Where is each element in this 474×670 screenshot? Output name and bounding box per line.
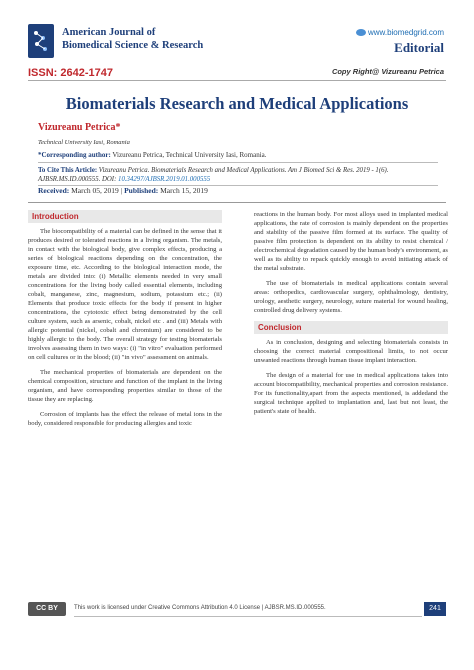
license-text: This work is licensed under Creative Commons Attribution 4.0 License | AJBSR.MS.ID.000555. [74,605,326,611]
corresponding-author [38,151,267,159]
paragraph: The biocompatibility of a material can be defined in the sense that it produces desired or tolerated reactions in a living organism. The metals, in contact with the biological body, give complex effects, producing a series of biological reactions depending on the concentration, the exposure time, etc. According to the biological interaction mode, the metals are divided into: (i) Metallic elements needed in very small concentrations for the living body called essential elements, including cobalt, manganese, zinc, magnesium, sodium, potassium etc.; (ii) Elements that produce toxic effects for the body if present in higher concentrations, the cytotoxic effect being demonstrated by the cell culture system, such as arsenic, cobalt, nickel etc . and (iii) Metals with allergic potential (nickel, cobalt and chromium) are considered to be highly allergic to the body. The overall strategy for testing biomaterials involves assessing them in two ways: (i) "in vitro" evaluation performed on cell cultures or in the blood; (ii) "in vivo" assessment on animals. [28,228,222,361]
article-type: Editorial [394,40,444,55]
citation [38,166,438,184]
journal-logo [28,24,54,58]
website-text: www.biomedgrid.com [367,28,444,37]
journal-name-line2: Biomedical Science & Research [62,40,204,51]
section-heading-conclusion: Conclusion [254,321,448,334]
page-footer [0,598,474,622]
divider [28,202,446,203]
published-label: Published: [124,186,159,195]
paragraph: The design of a material for use in medical applications takes into account biocompatibility, mechanical properties and corrosion resistance. For its functionality,apart from the aspects mentioned, is addedand the surgical technique applied to implantation and, last but not least, the patient's state of health. [254,372,448,415]
received-label: Received: [38,186,70,195]
journal-name [62,26,203,52]
left-column [28,210,222,434]
globe-icon [356,29,366,36]
paragraph: As in conclusion, designing and selecting biomaterials consists in choosing the correct material compositional limits, to not occur unwanted reactions through human tissue implant interaction. [254,339,448,364]
paragraph: Corrosion of implants has the effect the release of metal ions in the body, considered responsible for producing allergies and toxic [28,411,222,427]
journal-header [0,0,474,92]
website-link[interactable] [356,28,444,37]
paragraph: The use of biomaterials in medical applications contain several areas: orthopedics, cardiovascular surgery, ophthalmology, dentistry, urology, aesthetic surgery, neurology, suture material for wound healing, controlled drug delivery systems. [254,280,448,314]
doi-link[interactable]: 10.34297/AJBSR.2019.01.000555 [118,176,211,183]
header-divider [28,80,446,81]
copyright-notice: Copy Right@ Vizureanu Petrica [331,67,444,76]
page-number: 241 [424,602,446,616]
footer-divider [74,616,422,617]
published-date: March 15, 2019 [158,186,208,195]
cite-text: Vizureanu Petrica. Biomaterials Research and Medical Applications. Am J Biomed Sci & Res. 2019 - 1(6). AJBSR.MS.ID.000555. DOI: [38,167,389,183]
paragraph: The mechanical properties of biomaterials are dependent on the chemical composition, structure and function of the implant in the living organism, and have corresponding properties similar to those of the tissue they are replacing. [28,369,222,403]
cc-license-badge[interactable]: CC BY [28,602,66,616]
article-dates [38,186,208,195]
received-date: March 05, 2019 | [69,186,125,195]
author-affiliation: Technical University Iasi, Romania [38,139,130,146]
issn: ISSN: 2642-1747 [28,67,113,79]
section-heading-introduction: Introduction [28,210,222,223]
paragraph: reactions in the human body. For most alloys used in implanted medical applications, the rate of corrosion is mainly dependent on the properties and stability of the passive film formed at its surface. The quality of passive film protection is dependent on its ability to resist chemical / electrochemical degradation caused by the human body's environment, as well as its ability to repack quickly enough to avoid initiating attack of the metal substrate. [254,211,448,272]
divider [38,162,438,163]
corresponding-text: Vizureanu Petrica, Technical University Iasi, Romania. [110,151,267,159]
corresponding-label: *Corresponding author: [38,151,111,159]
journal-name-line1: American Journal of [62,27,156,38]
cite-label: To Cite This Article: [38,167,98,174]
article-title: Biomaterials Research and Medical Applications [65,94,409,113]
right-column [254,210,448,422]
author-name: Vizureanu Petrica* [38,122,121,133]
